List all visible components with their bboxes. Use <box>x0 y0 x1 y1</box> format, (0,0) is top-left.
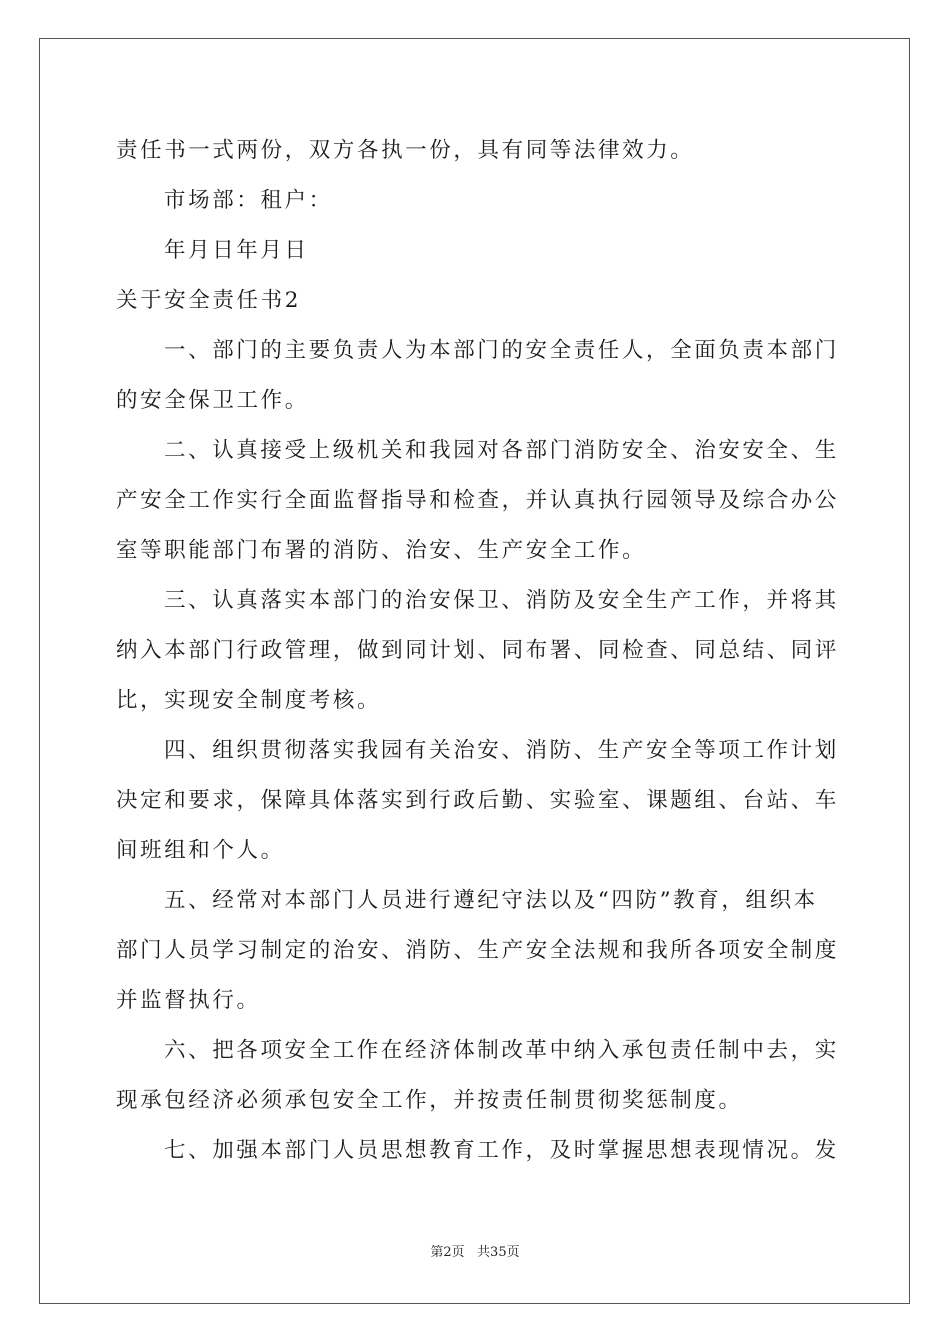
document-body <box>116 126 840 1176</box>
text-line: 间班组和个人。 <box>116 838 285 863</box>
text-line: 关于安全责任书2 <box>116 288 301 313</box>
text-line: 三、认真落实本部门的治安保卫、消防及安全生产工作，并将其 <box>164 588 839 613</box>
text-line: 责任书一式两份，双方各执一份，具有同等法律效力。 <box>116 138 695 163</box>
text-line: 并监督执行。 <box>116 988 261 1013</box>
text-line: 部门人员学习制定的治安、消防、生产安全法规和我所各项安全制度 <box>116 938 840 963</box>
text-line: 比，实现安全制度考核。 <box>116 688 382 713</box>
text-line: 的安全保卫工作。 <box>116 388 309 413</box>
text-line: 室等职能部门布署的消防、治安、生产安全工作。 <box>116 538 647 563</box>
text-line: 六、把各项安全工作在经济体制改革中纳入承包责任制中去，实 <box>164 1038 839 1063</box>
text-line: 产安全工作实行全面监督指导和检查，并认真执行园领导及综合办公 <box>116 488 840 513</box>
text-line: 纳入本部门行政管理，做到同计划、同布署、同检查、同总结、同评 <box>116 638 840 663</box>
text-line: 四、组织贯彻落实我园有关治安、消防、生产安全等项工作计划 <box>164 738 839 763</box>
text-line: 决定和要求，保障具体落实到行政后勤、实验室、课题组、台站、车 <box>116 788 840 813</box>
text-line: 七、加强本部门人员思想教育工作，及时掌握思想表现情况。发 <box>164 1138 839 1163</box>
text-line: 市场部：租户： <box>164 188 333 213</box>
text-line: 五、经常对本部门人员进行遵纪守法以及“四防”教育，组织本 <box>164 888 818 913</box>
page-number: 第2页 共35页 <box>430 1245 520 1260</box>
text-line: 现承包经济必须承包安全工作，并按责任制贯彻奖惩制度。 <box>116 1088 743 1113</box>
text-line: 一、部门的主要负责人为本部门的安全责任人，全面负责本部门 <box>164 338 839 363</box>
page-footer <box>0 1244 950 1262</box>
text-line: 二、认真接受上级机关和我园对各部门消防安全、治安安全、生 <box>164 438 839 463</box>
text-line: 年月日年月日 <box>164 238 309 263</box>
